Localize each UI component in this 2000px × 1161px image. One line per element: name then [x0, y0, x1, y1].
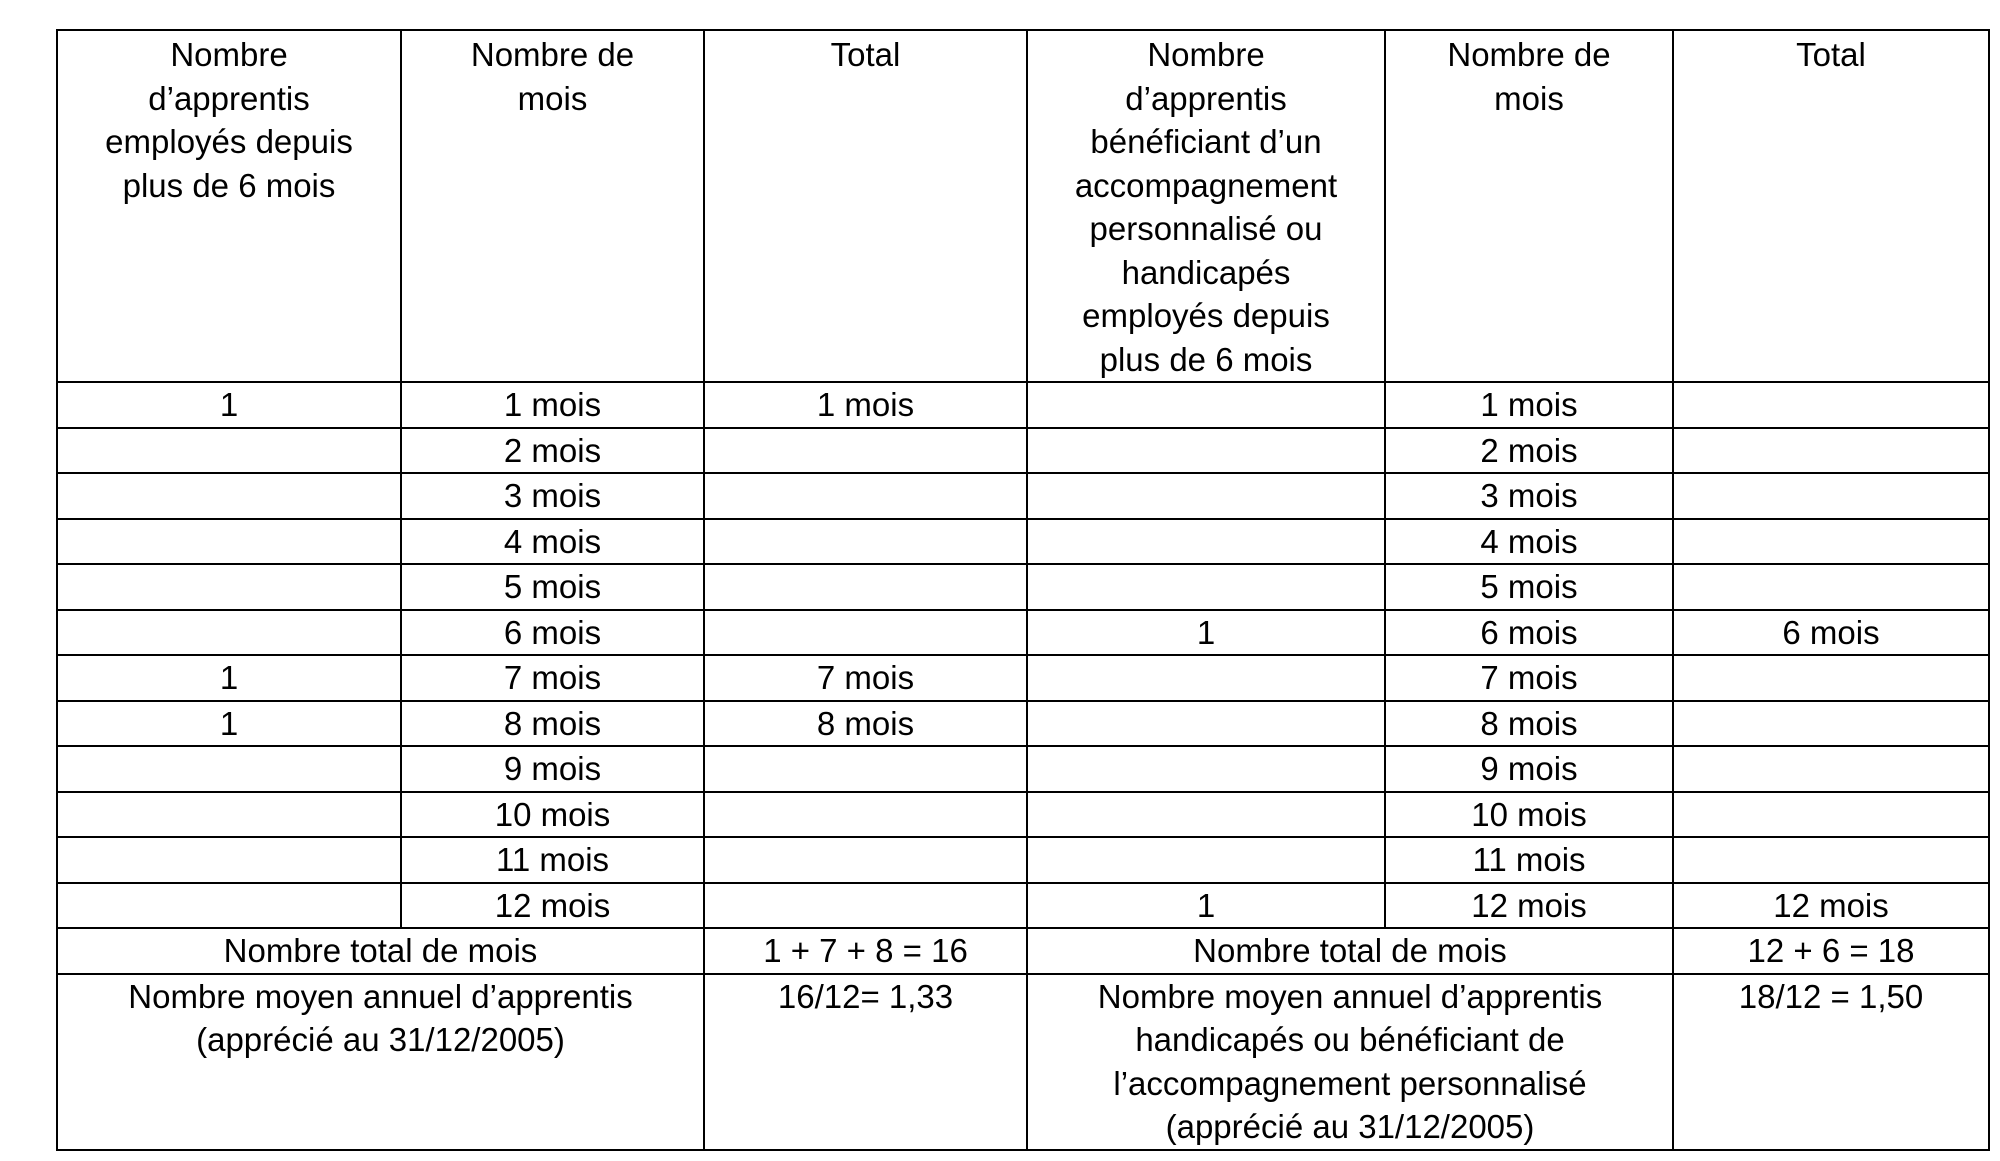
col-months-cell: 4 mois	[401, 519, 704, 565]
table-row	[57, 655, 1989, 701]
col-months-cell: 5 mois	[401, 564, 704, 610]
col-total-2-cell	[1673, 746, 1989, 792]
header-row	[57, 30, 1989, 382]
col-months-2-cell: 5 mois	[1385, 564, 1673, 610]
col-months-2-cell: 10 mois	[1385, 792, 1673, 838]
table-row	[57, 473, 1989, 519]
col-total-2-cell	[1673, 564, 1989, 610]
header-cell	[1027, 30, 1385, 382]
col-months-2-cell: 4 mois	[1385, 519, 1673, 565]
table-row	[57, 883, 1989, 929]
table-row	[57, 837, 1989, 883]
col-accompanied-cell	[1027, 382, 1385, 428]
total-value-left: 1 + 7 + 8 = 16	[704, 928, 1027, 974]
col-apprentices-cell	[57, 792, 401, 838]
col-months-cell: 3 mois	[401, 473, 704, 519]
table-row	[57, 564, 1989, 610]
col-months-2-cell: 9 mois	[1385, 746, 1673, 792]
header-apprentices-accompanied-disabled: Nombre d’apprentis bénéficiant d’un accompagnement personnalisé ou handicapés employés depuis plus de 6 mois	[1074, 36, 1338, 378]
col-accompanied-cell: 1	[1027, 883, 1385, 929]
average-cell-right	[1027, 974, 1673, 1150]
col-apprentices-cell	[57, 564, 401, 610]
col-months-2-cell: 8 mois	[1385, 701, 1673, 747]
table-row	[57, 610, 1989, 656]
col-total-2-cell	[1673, 701, 1989, 747]
col-months-cell: 7 mois	[401, 655, 704, 701]
col-total-2-cell	[1673, 428, 1989, 474]
col-total-cell	[704, 610, 1027, 656]
col-apprentices-cell	[57, 883, 401, 929]
average-label-left: Nombre moyen annuel d’apprentis (apprécié au 31/12/2005)	[128, 977, 633, 1058]
total-row	[57, 928, 1989, 974]
apprentices-table	[56, 29, 1990, 1151]
total-value-right: 12 + 6 = 18	[1673, 928, 1989, 974]
table-row	[57, 792, 1989, 838]
table-row	[57, 746, 1989, 792]
col-apprentices-cell	[57, 746, 401, 792]
col-total-cell: 8 mois	[704, 701, 1027, 747]
header-months-2: Nombre de mois	[1447, 36, 1611, 117]
col-months-2-cell: 6 mois	[1385, 610, 1673, 656]
col-total-cell	[704, 883, 1027, 929]
col-total-2-cell: 12 mois	[1673, 883, 1989, 929]
average-cell-left	[57, 974, 704, 1150]
col-months-2-cell: 11 mois	[1385, 837, 1673, 883]
col-months-2-cell: 7 mois	[1385, 655, 1673, 701]
header-apprentices-6-months: Nombre d’apprentis employés depuis plus de 6 mois	[105, 36, 353, 204]
col-apprentices-cell	[57, 837, 401, 883]
col-apprentices-cell	[57, 428, 401, 474]
col-total-cell	[704, 792, 1027, 838]
header-cell	[401, 30, 704, 382]
col-total-cell: 7 mois	[704, 655, 1027, 701]
col-accompanied-cell	[1027, 792, 1385, 838]
col-total-cell	[704, 519, 1027, 565]
col-accompanied-cell	[1027, 564, 1385, 610]
col-apprentices-cell	[57, 473, 401, 519]
col-total-2-cell: 6 mois	[1673, 610, 1989, 656]
col-apprentices-cell: 1	[57, 382, 401, 428]
table-row	[57, 519, 1989, 565]
header-cell	[1385, 30, 1673, 382]
table-row	[57, 382, 1989, 428]
col-total-cell: 1 mois	[704, 382, 1027, 428]
col-months-cell: 12 mois	[401, 883, 704, 929]
col-accompanied-cell	[1027, 428, 1385, 474]
table-row	[57, 428, 1989, 474]
col-months-2-cell: 12 mois	[1385, 883, 1673, 929]
col-total-2-cell	[1673, 473, 1989, 519]
col-total-2-cell	[1673, 519, 1989, 565]
col-total-cell	[704, 473, 1027, 519]
col-total-2-cell	[1673, 837, 1989, 883]
average-row	[57, 974, 1989, 1150]
header-cell	[704, 30, 1027, 382]
col-total-2-cell	[1673, 382, 1989, 428]
col-accompanied-cell	[1027, 701, 1385, 747]
col-apprentices-cell	[57, 519, 401, 565]
header-cell	[1673, 30, 1989, 382]
table-body	[57, 30, 1989, 1150]
col-total-2-cell	[1673, 655, 1989, 701]
col-total-cell	[704, 837, 1027, 883]
average-value-right: 18/12 = 1,50	[1673, 974, 1989, 1150]
col-months-2-cell: 2 mois	[1385, 428, 1673, 474]
col-total-cell	[704, 428, 1027, 474]
total-label-right: Nombre total de mois	[1027, 928, 1673, 974]
col-total-2-cell	[1673, 792, 1989, 838]
header-cell	[57, 30, 401, 382]
header-total-2: Total	[1796, 36, 1866, 73]
col-months-cell: 11 mois	[401, 837, 704, 883]
col-accompanied-cell	[1027, 655, 1385, 701]
col-accompanied-cell	[1027, 519, 1385, 565]
col-months-cell: 8 mois	[401, 701, 704, 747]
col-total-cell	[704, 564, 1027, 610]
header-total: Total	[830, 36, 901, 73]
col-accompanied-cell	[1027, 473, 1385, 519]
col-accompanied-cell	[1027, 837, 1385, 883]
col-accompanied-cell: 1	[1027, 610, 1385, 656]
average-value-left: 16/12= 1,33	[704, 974, 1027, 1150]
col-accompanied-cell	[1027, 746, 1385, 792]
col-apprentices-cell: 1	[57, 655, 401, 701]
average-label-right: Nombre moyen annuel d’apprentis handicapés ou bénéficiant de l’accompagnement personnalisé (apprécié au 31/12/2005)	[1097, 977, 1603, 1145]
col-total-cell	[704, 746, 1027, 792]
col-months-2-cell: 1 mois	[1385, 382, 1673, 428]
col-apprentices-cell: 1	[57, 701, 401, 747]
col-months-cell: 6 mois	[401, 610, 704, 656]
col-months-cell: 9 mois	[401, 746, 704, 792]
header-months: Nombre de mois	[470, 36, 635, 117]
col-months-cell: 10 mois	[401, 792, 704, 838]
col-apprentices-cell	[57, 610, 401, 656]
col-months-cell: 1 mois	[401, 382, 704, 428]
col-months-2-cell: 3 mois	[1385, 473, 1673, 519]
table-row	[57, 701, 1989, 747]
total-label-left: Nombre total de mois	[57, 928, 704, 974]
col-months-cell: 2 mois	[401, 428, 704, 474]
